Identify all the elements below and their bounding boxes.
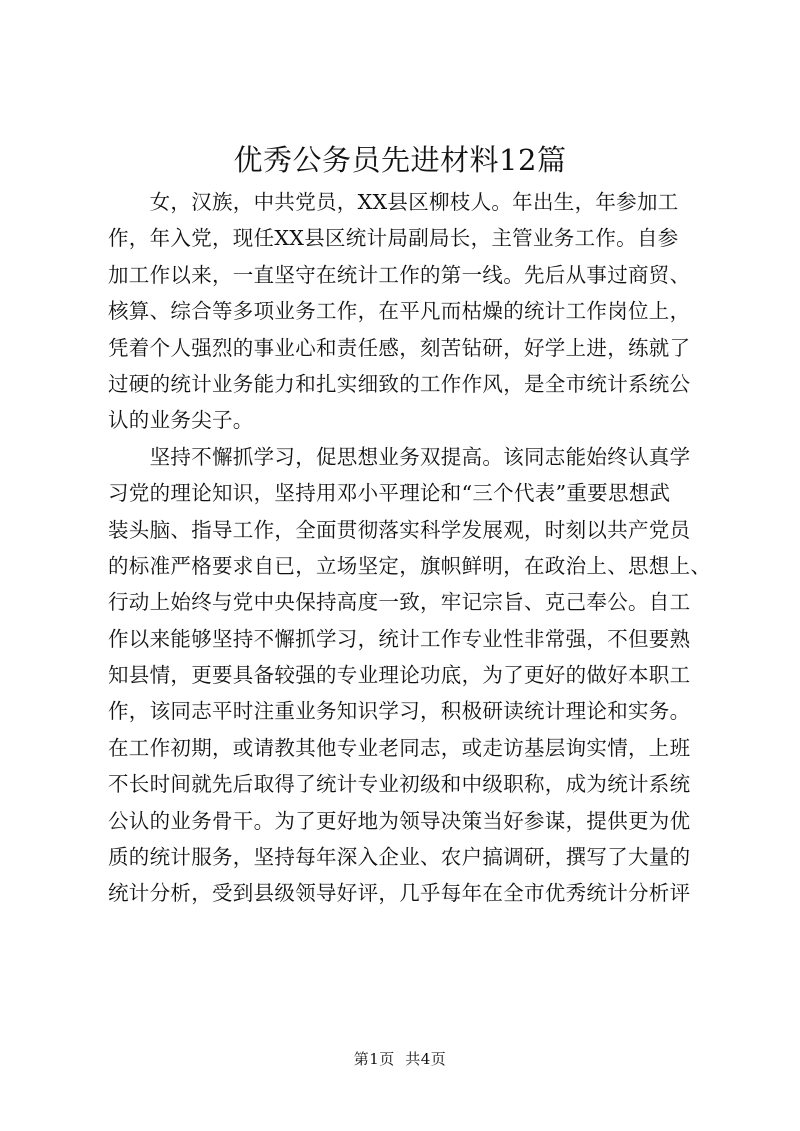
- body-line: 的标准严格要求自已，立场坚定，旗帜鲜明，在政治上、思想上、: [108, 553, 712, 578]
- body-line: 凭着个人强烈的事业心和责任感，刻苦钻研，好学上进，练就了: [108, 335, 691, 360]
- body-line: 装头脑、指导工作，全面贯彻落实科学发展观，时刻以共产党员: [108, 517, 691, 542]
- body-line: 不长时间就先后取得了统计专业初级和中级职称，成为统计系统: [108, 772, 691, 797]
- body-line: 认的业务尖子。: [108, 408, 254, 433]
- document-title: 优秀公务员先进材料12篇: [233, 143, 567, 177]
- body-line: 统计分析，受到县级领导好评，几乎每年在全市优秀统计分析评: [108, 881, 691, 906]
- body-line: 加工作以来，一直坚守在统计工作的第一线。先后从事过商贸、: [108, 262, 691, 287]
- body-line: 女，汉族，中共党员，XX县区柳枝人。年出生，年参加工: [108, 190, 679, 214]
- body-line: 过硬的统计业务能力和扎实细致的工作作风，是全市统计系统公: [108, 371, 691, 396]
- body-line: 作，年入党，现任XX县区统计局副局长，主管业务工作。自参: [108, 226, 679, 251]
- body-line: 核算、综合等多项业务工作，在平凡而枯燥的统计工作岗位上，: [108, 299, 691, 324]
- body-line: 行动上始终与党中央保持高度一致，牢记宗旨、克己奉公。自工: [108, 590, 691, 615]
- document-body: [108, 184, 720, 912]
- body-line: 坚持不懈抓学习，促思想业务双提高。该同志能始终认真学: [108, 444, 691, 469]
- body-line: 作，该同志平时注重业务知识学习，积极研读统计理论和实务。: [108, 699, 691, 724]
- body-line: 质的统计服务，坚持每年深入企业、农户搞调研，撰写了大量的: [108, 845, 691, 870]
- body-line: 作以来能够坚持不懈抓学习，统计工作专业性非常强，不但要熟: [108, 626, 691, 651]
- body-line: 公认的业务骨干。为了更好地为领导决策当好参谋，提供更为优: [108, 808, 691, 833]
- body-line: 在工作初期，或请教其他专业老同志，或走访基层询实情，上班: [108, 735, 691, 760]
- body-line: 习党的理论知识，坚持用邓小平理论和“三个代表”重要思想武: [108, 481, 671, 506]
- body-line: 知县情，更要具备较强的专业理论功底，为了更好的做好本职工: [108, 663, 691, 688]
- page-number-footer: 第1页 共4页: [353, 1050, 447, 1068]
